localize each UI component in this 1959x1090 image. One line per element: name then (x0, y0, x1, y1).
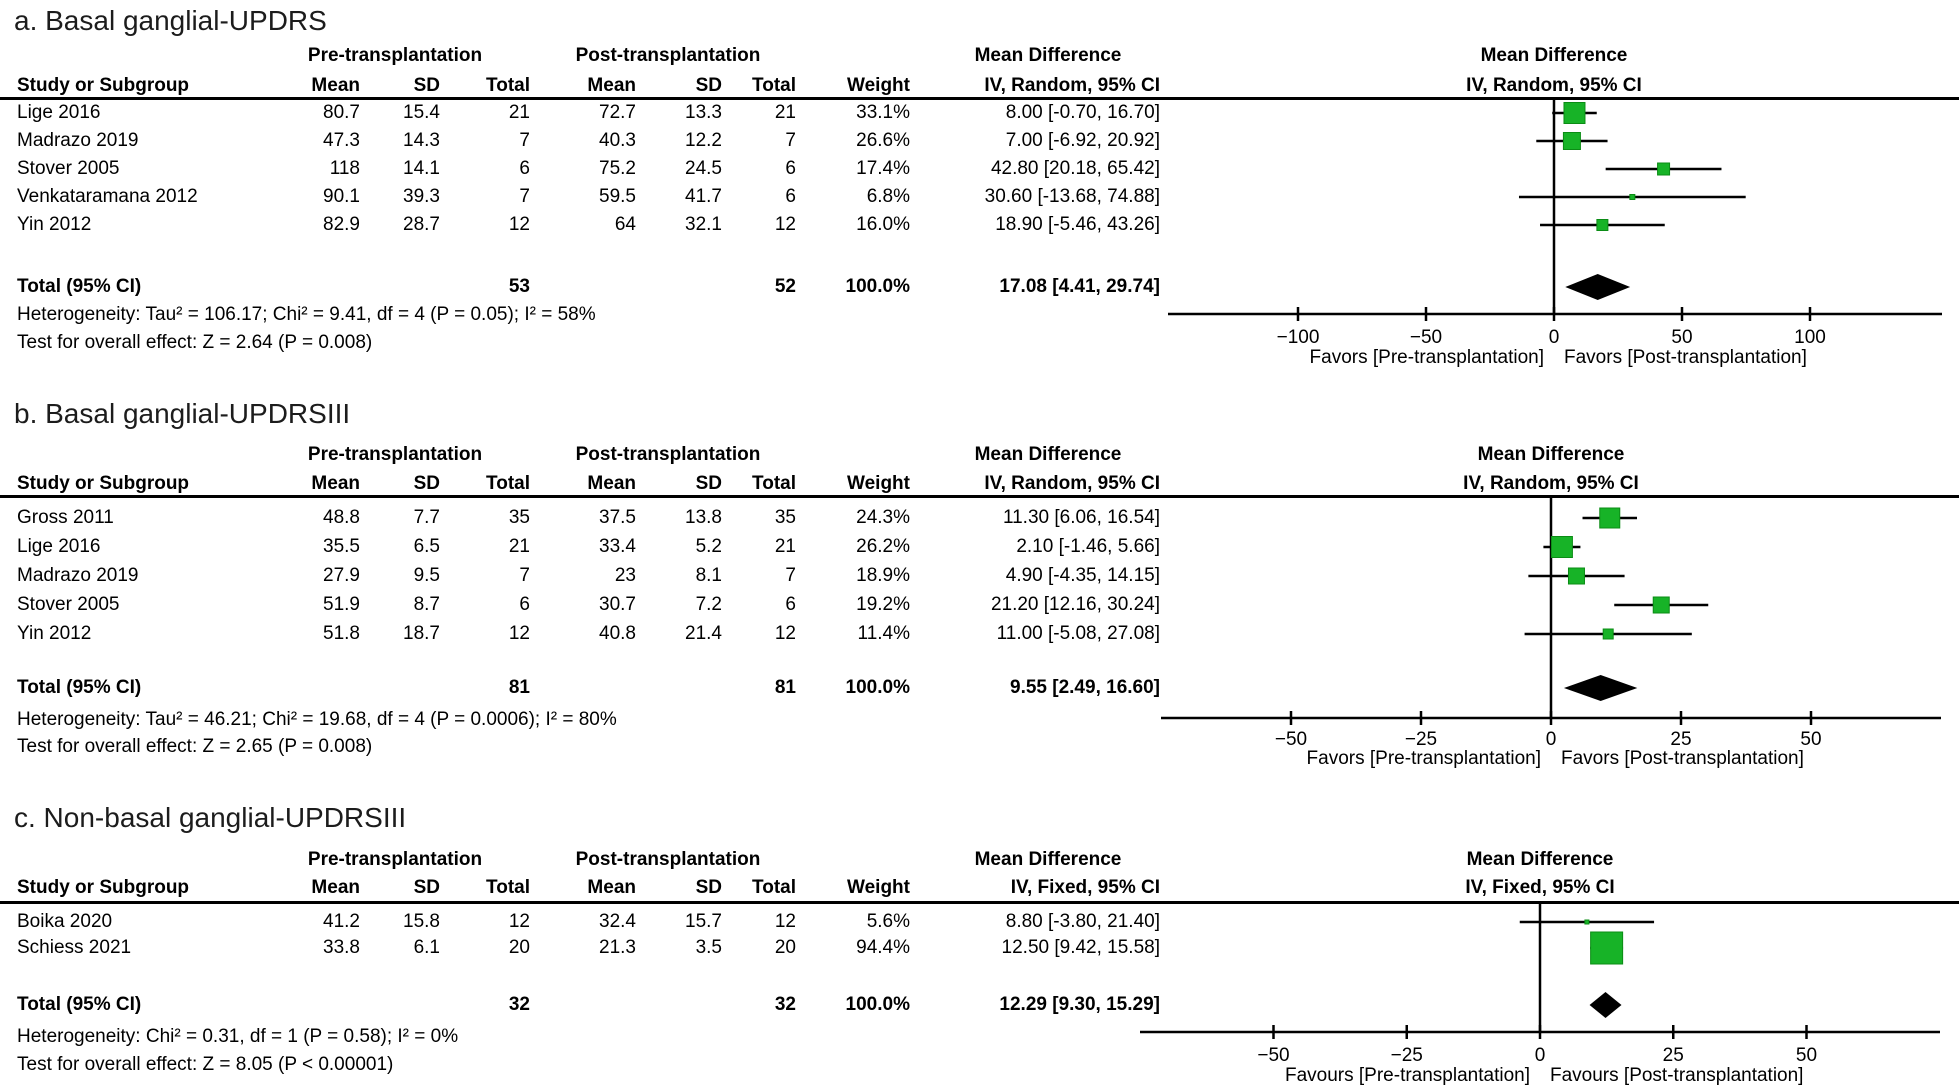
total-label: Total (95% CI) (17, 677, 142, 698)
overall-effect-text: Test for overall effect: Z = 8.05 (P < 0.00001) (17, 1054, 394, 1075)
total-weight: 100.0% (845, 677, 910, 698)
cell-weight: 33.1% (856, 102, 910, 123)
overall-effect-text: Test for overall effect: Z = 2.64 (P = 0.008) (17, 332, 373, 353)
total-mean-difference-ci: 9.55 [2.49, 16.60] (1010, 677, 1160, 698)
cell-mean-difference-ci: 18.90 [-5.46, 43.26] (995, 214, 1160, 235)
col-header-pre-total: Total (486, 473, 530, 494)
panel-title: a. Basal ganglial-UPDRS (14, 5, 327, 36)
study-name: Madrazo 2019 (17, 130, 139, 151)
group-header-mean-difference: Mean Difference (974, 45, 1122, 66)
cell-pre-total: 6 (519, 158, 530, 179)
plot-header-model: IV, Fixed, 95% CI (1465, 877, 1615, 898)
cell-pre-total: 7 (519, 130, 530, 151)
col-header-study: Study or Subgroup (17, 75, 190, 96)
study-name: Venkataramana 2012 (17, 186, 198, 207)
col-header-model: IV, Random, 95% CI (984, 473, 1160, 494)
cell-pre-mean: 118 (329, 158, 360, 179)
cell-pre-sd: 14.1 (403, 158, 440, 179)
favors-left-label: Favors [Pre-transplantation] (1306, 748, 1541, 769)
cell-post-mean: 75.2 (599, 158, 636, 179)
cell-weight: 16.0% (856, 214, 910, 235)
col-header-pre-total: Total (486, 877, 530, 898)
x-tick-label: 0 (1545, 729, 1557, 750)
cell-post-sd: 21.4 (685, 623, 722, 644)
effect-square-marker (1603, 629, 1613, 639)
cell-pre-total: 7 (519, 565, 530, 586)
study-name: Yin 2012 (17, 623, 92, 644)
cell-pre-mean: 47.3 (323, 130, 360, 151)
panel-title: c. Non-basal ganglial-UPDRSIII (14, 802, 407, 833)
cell-post-sd: 41.7 (685, 186, 722, 207)
col-header-post-total: Total (752, 75, 796, 96)
study-name: Lige 2016 (17, 536, 101, 557)
cell-post-mean: 40.3 (599, 130, 636, 151)
col-header-post-mean: Mean (587, 473, 636, 494)
favors-right-label: Favors [Post-transplantation] (1561, 748, 1804, 769)
cell-pre-sd: 15.4 (403, 102, 440, 123)
cell-weight: 11.4% (857, 623, 910, 644)
study-name: Stover 2005 (17, 158, 120, 179)
col-header-pre-sd: SD (413, 877, 440, 898)
cell-pre-total: 21 (508, 102, 530, 123)
cell-pre-sd: 7.7 (413, 507, 440, 528)
heterogeneity-text: Heterogeneity: Chi² = 0.31, df = 1 (P = 0.58); I² = 0% (17, 1026, 459, 1047)
cell-pre-sd: 9.5 (413, 565, 440, 586)
x-tick-label: 0 (1548, 327, 1560, 348)
heterogeneity-text: Heterogeneity: Tau² = 106.17; Chi² = 9.41, df = 4 (P = 0.05); I² = 58% (17, 304, 596, 325)
cell-weight: 94.4% (856, 937, 910, 958)
cell-pre-mean: 51.9 (323, 594, 360, 615)
study-name: Stover 2005 (17, 594, 120, 615)
cell-mean-difference-ci: 30.60 [-13.68, 74.88] (984, 186, 1160, 207)
col-header-post-total: Total (752, 473, 796, 494)
effect-square-marker (1597, 220, 1608, 231)
cell-post-mean: 37.5 (599, 507, 636, 528)
effect-square-marker (1568, 568, 1584, 584)
total-mean-difference-ci: 12.29 [9.30, 15.29] (999, 994, 1160, 1015)
cell-pre-total: 6 (519, 594, 530, 615)
total-post-n: 32 (774, 994, 796, 1015)
effect-square-marker (1551, 537, 1572, 558)
total-pre-n: 32 (508, 994, 530, 1015)
effect-square-marker (1653, 597, 1669, 613)
total-post-n: 52 (774, 276, 796, 297)
total-pre-n: 53 (508, 276, 530, 297)
cell-pre-mean: 27.9 (323, 565, 360, 586)
effect-square-marker (1585, 920, 1589, 924)
cell-post-total: 12 (774, 623, 796, 644)
col-header-pre-mean: Mean (311, 75, 360, 96)
col-header-post-mean: Mean (587, 877, 636, 898)
col-header-pre-sd: SD (413, 75, 440, 96)
cell-mean-difference-ci: 21.20 [12.16, 30.24] (990, 594, 1160, 615)
col-header-post-mean: Mean (587, 75, 636, 96)
forest-panel-c (0, 800, 1959, 1090)
x-tick-label: −50 (1274, 729, 1308, 750)
cell-post-total: 6 (785, 186, 796, 207)
col-header-study: Study or Subgroup (17, 473, 190, 494)
cell-pre-total: 12 (508, 623, 530, 644)
cell-mean-difference-ci: 11.00 [-5.08, 27.08] (996, 623, 1160, 644)
cell-weight: 19.2% (856, 594, 910, 615)
cell-pre-sd: 8.7 (413, 594, 440, 615)
group-header-pre: Pre-transplantation (307, 849, 483, 870)
cell-post-total: 12 (774, 214, 796, 235)
forest-panel-b (0, 390, 1959, 800)
col-header-weight: Weight (847, 877, 910, 898)
x-tick-label: 25 (1662, 1045, 1684, 1066)
group-header-mean-difference: Mean Difference (974, 849, 1122, 870)
group-header-post: Post-transplantation (575, 849, 761, 870)
col-header-weight: Weight (847, 75, 910, 96)
overall-effect-text: Test for overall effect: Z = 2.65 (P = 0.008) (17, 736, 373, 757)
cell-post-mean: 30.7 (599, 594, 636, 615)
col-header-post-total: Total (752, 877, 796, 898)
col-header-post-sd: SD (695, 473, 722, 494)
cell-post-mean: 33.4 (599, 536, 636, 557)
cell-post-total: 21 (774, 102, 796, 123)
x-tick-label: −25 (1390, 1045, 1423, 1066)
total-label: Total (95% CI) (17, 276, 142, 297)
study-name: Boika 2020 (17, 911, 113, 932)
cell-post-mean: 64 (614, 214, 636, 235)
cell-weight: 26.2% (856, 536, 910, 557)
cell-pre-mean: 90.1 (323, 186, 360, 207)
study-name: Lige 2016 (17, 102, 101, 123)
group-header-pre: Pre-transplantation (307, 444, 483, 465)
x-tick-label: 50 (1800, 729, 1822, 750)
favors-right-label: Favors [Post-transplantation] (1564, 347, 1807, 368)
effect-square-marker (1591, 932, 1623, 964)
group-header-post: Post-transplantation (575, 444, 761, 465)
total-weight: 100.0% (845, 276, 910, 297)
cell-pre-total: 20 (508, 937, 530, 958)
effect-square-marker (1630, 195, 1635, 200)
cell-pre-sd: 6.1 (413, 937, 440, 958)
favors-left-label: Favours [Pre-transplantation] (1284, 1065, 1530, 1086)
cell-pre-total: 12 (508, 214, 530, 235)
pooled-diamond (1565, 274, 1630, 300)
pooled-diamond (1590, 992, 1622, 1018)
cell-post-mean: 23 (614, 565, 636, 586)
col-header-pre-mean: Mean (311, 877, 360, 898)
x-tick-label: 100 (1794, 327, 1826, 348)
study-name: Schiess 2021 (17, 937, 132, 958)
cell-weight: 26.6% (856, 130, 910, 151)
effect-square-marker (1600, 508, 1620, 528)
total-weight: 100.0% (845, 994, 910, 1015)
cell-post-sd: 5.2 (695, 536, 722, 557)
cell-pre-mean: 41.2 (323, 911, 360, 932)
heterogeneity-text: Heterogeneity: Tau² = 46.21; Chi² = 19.68, df = 4 (P = 0.0006); I² = 80% (17, 709, 617, 730)
cell-weight: 17.4% (856, 158, 910, 179)
cell-mean-difference-ci: 4.90 [-4.35, 14.15] (1005, 565, 1160, 586)
cell-pre-total: 12 (508, 911, 530, 932)
cell-mean-difference-ci: 2.10 [-1.46, 5.66] (1016, 536, 1160, 557)
cell-mean-difference-ci: 42.80 [20.18, 65.42] (990, 158, 1160, 179)
cell-weight: 24.3% (856, 507, 910, 528)
cell-post-mean: 72.7 (599, 102, 636, 123)
cell-mean-difference-ci: 8.00 [-0.70, 16.70] (1005, 102, 1160, 123)
cell-pre-mean: 48.8 (323, 507, 360, 528)
cell-post-total: 6 (785, 594, 796, 615)
forest-panel-a (0, 0, 1959, 390)
plot-header-model: IV, Random, 95% CI (1463, 473, 1639, 494)
cell-post-total: 12 (774, 911, 796, 932)
cell-post-sd: 32.1 (685, 214, 722, 235)
total-post-n: 81 (774, 677, 796, 698)
x-tick-label: −50 (1257, 1045, 1290, 1066)
cell-pre-sd: 15.8 (403, 911, 440, 932)
cell-pre-mean: 35.5 (323, 536, 360, 557)
cell-post-mean: 32.4 (599, 911, 636, 932)
total-label: Total (95% CI) (17, 994, 142, 1015)
col-header-model: IV, Fixed, 95% CI (1010, 877, 1160, 898)
cell-post-sd: 12.2 (685, 130, 722, 151)
cell-pre-sd: 28.7 (403, 214, 440, 235)
cell-pre-total: 21 (508, 536, 530, 557)
cell-pre-mean: 51.8 (323, 623, 360, 644)
cell-pre-sd: 14.3 (403, 130, 440, 151)
col-header-study: Study or Subgroup (17, 877, 190, 898)
col-header-model: IV, Random, 95% CI (984, 75, 1160, 96)
x-tick-label: −25 (1404, 729, 1438, 750)
cell-post-sd: 7.2 (695, 594, 722, 615)
plot-header-mean-difference: Mean Difference (1480, 45, 1628, 66)
total-mean-difference-ci: 17.08 [4.41, 29.74] (999, 276, 1160, 297)
cell-post-sd: 13.8 (685, 507, 722, 528)
total-pre-n: 81 (508, 677, 530, 698)
study-name: Madrazo 2019 (17, 565, 139, 586)
x-tick-label: −50 (1409, 327, 1443, 348)
cell-post-total: 35 (774, 507, 796, 528)
cell-weight: 18.9% (856, 565, 910, 586)
cell-post-mean: 59.5 (599, 186, 636, 207)
cell-pre-mean: 82.9 (323, 214, 360, 235)
x-tick-label: 50 (1795, 1045, 1818, 1066)
study-name: Gross 2011 (17, 507, 114, 528)
cell-mean-difference-ci: 7.00 [-6.92, 20.92] (1005, 130, 1160, 151)
cell-pre-mean: 80.7 (323, 102, 360, 123)
cell-pre-mean: 33.8 (323, 937, 360, 958)
col-header-pre-sd: SD (413, 473, 440, 494)
cell-pre-sd: 18.7 (403, 623, 440, 644)
effect-square-marker (1564, 103, 1585, 124)
x-tick-label: 50 (1671, 327, 1693, 348)
cell-mean-difference-ci: 12.50 [9.42, 15.58] (1001, 937, 1160, 958)
cell-pre-total: 35 (508, 507, 530, 528)
cell-weight: 5.6% (866, 911, 910, 932)
group-header-post: Post-transplantation (575, 45, 761, 66)
cell-mean-difference-ci: 11.30 [6.06, 16.54] (1002, 507, 1160, 528)
cell-post-sd: 24.5 (685, 158, 722, 179)
group-header-pre: Pre-transplantation (307, 45, 483, 66)
col-header-weight: Weight (847, 473, 910, 494)
cell-post-total: 6 (785, 158, 796, 179)
plot-header-model: IV, Random, 95% CI (1466, 75, 1642, 96)
col-header-post-sd: SD (695, 877, 722, 898)
col-header-pre-mean: Mean (311, 473, 360, 494)
cell-pre-sd: 39.3 (403, 186, 440, 207)
cell-post-mean: 21.3 (599, 937, 636, 958)
x-tick-label: 25 (1670, 729, 1692, 750)
forest-plot-canvas (0, 390, 1959, 800)
cell-pre-total: 7 (519, 186, 530, 207)
cell-weight: 6.8% (866, 186, 910, 207)
cell-post-sd: 8.1 (695, 565, 722, 586)
cell-post-sd: 15.7 (685, 911, 722, 932)
col-header-post-sd: SD (695, 75, 722, 96)
favors-right-label: Favours [Post-transplantation] (1550, 1065, 1804, 1086)
cell-post-mean: 40.8 (599, 623, 636, 644)
plot-header-mean-difference: Mean Difference (1477, 444, 1625, 465)
cell-post-sd: 3.5 (695, 937, 722, 958)
col-header-pre-total: Total (486, 75, 530, 96)
effect-square-marker (1563, 133, 1580, 150)
panel-title: b. Basal ganglial-UPDRSIII (14, 398, 351, 429)
group-header-mean-difference: Mean Difference (974, 444, 1122, 465)
cell-post-total: 21 (774, 536, 796, 557)
study-name: Yin 2012 (17, 214, 92, 235)
x-tick-label: −100 (1276, 327, 1320, 348)
effect-square-marker (1658, 163, 1670, 175)
cell-post-total: 20 (774, 937, 796, 958)
forest-plot-canvas (0, 0, 1959, 390)
x-tick-label: 0 (1534, 1045, 1546, 1066)
cell-post-total: 7 (785, 130, 796, 151)
favors-left-label: Favors [Pre-transplantation] (1309, 347, 1544, 368)
cell-mean-difference-ci: 8.80 [-3.80, 21.40] (1005, 911, 1160, 932)
cell-post-total: 7 (785, 565, 796, 586)
cell-post-sd: 13.3 (685, 102, 722, 123)
cell-pre-sd: 6.5 (413, 536, 440, 557)
pooled-diamond (1564, 675, 1637, 701)
plot-header-mean-difference: Mean Difference (1466, 849, 1614, 870)
